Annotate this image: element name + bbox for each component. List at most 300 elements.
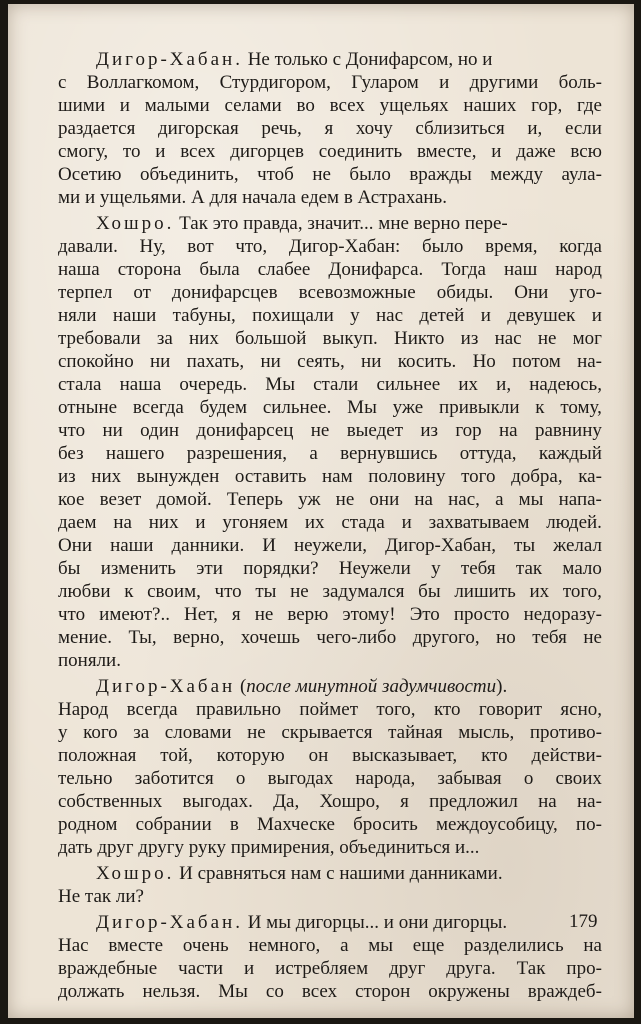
word: речь, xyxy=(261,118,302,139)
word: Мы xyxy=(218,981,248,1002)
word: и xyxy=(244,958,255,979)
word: Никто xyxy=(394,328,445,349)
word: сблизиться xyxy=(415,118,505,139)
word: Донифарса. xyxy=(328,259,424,280)
word: и xyxy=(195,512,206,533)
word: каждый xyxy=(538,443,602,464)
speaker-name: Дигор-Хабан xyxy=(96,676,236,697)
word: я xyxy=(400,791,409,812)
word: нельзя. xyxy=(142,981,201,1002)
word: Тогда xyxy=(441,259,486,280)
word: о xyxy=(235,768,246,789)
word: не xyxy=(310,420,330,441)
line-content xyxy=(96,911,507,934)
text-line xyxy=(58,957,602,980)
word: нас xyxy=(375,305,404,326)
word: отныне xyxy=(58,397,118,418)
word: и xyxy=(439,72,450,93)
word: надеюсь, xyxy=(529,374,602,395)
word: к xyxy=(124,581,134,602)
word: они xyxy=(369,489,400,510)
word: тебя xyxy=(532,627,567,648)
word: нашего xyxy=(105,443,165,464)
word: обиды. xyxy=(436,282,494,303)
word: гор, xyxy=(531,95,563,116)
word: дигорцев xyxy=(230,141,304,162)
word: ущельях xyxy=(379,95,449,116)
word: враждеб- xyxy=(527,981,602,1002)
word: большой xyxy=(235,328,307,349)
text-line xyxy=(58,649,602,672)
word: я xyxy=(231,604,241,625)
word: на xyxy=(499,420,518,441)
word: везет xyxy=(99,489,142,510)
word: боль- xyxy=(558,72,602,93)
word: было xyxy=(349,164,391,185)
word: домой. xyxy=(156,489,212,510)
word: желал xyxy=(553,535,602,556)
line-content xyxy=(58,186,447,209)
text-line xyxy=(58,442,602,465)
word: а xyxy=(340,935,349,956)
word: всех xyxy=(180,141,216,162)
speaker-name: Хошро. xyxy=(96,213,175,234)
word: друг xyxy=(389,958,426,979)
word: всегда xyxy=(126,699,178,720)
word: напа- xyxy=(558,489,602,510)
word: из xyxy=(460,328,479,349)
word: нас, xyxy=(448,489,480,510)
word: еще xyxy=(412,935,445,956)
word: за xyxy=(133,722,150,743)
line-content xyxy=(58,836,479,859)
word: разделились xyxy=(464,935,564,956)
word: к xyxy=(535,397,545,418)
text-line xyxy=(58,885,602,908)
word: лишить xyxy=(454,581,516,602)
word: задумался xyxy=(322,581,405,602)
word: Дигор-Хабан: xyxy=(288,236,401,257)
word: Махческе xyxy=(256,814,335,835)
word: всех xyxy=(329,95,365,116)
word: эти xyxy=(196,558,223,579)
word: Стурдигором, xyxy=(219,72,331,93)
word: половину xyxy=(368,466,446,487)
text-line xyxy=(58,911,602,934)
word: вместе, xyxy=(416,141,477,162)
text-line xyxy=(58,350,602,373)
word: с xyxy=(58,72,67,93)
word: по- xyxy=(575,814,602,835)
word: любви xyxy=(58,581,111,602)
word: людей. xyxy=(546,512,602,533)
word: и, xyxy=(527,118,543,139)
word: забывая xyxy=(437,768,502,789)
word: ты xyxy=(514,535,536,556)
word: стала xyxy=(58,374,102,395)
word: когда xyxy=(559,236,602,257)
text-line xyxy=(58,327,602,350)
word: гор xyxy=(455,420,482,441)
word: мение. xyxy=(58,627,112,648)
word: всю xyxy=(570,141,602,162)
word: бросить xyxy=(353,814,418,835)
word: если xyxy=(564,118,602,139)
text-line xyxy=(58,744,602,767)
word: ясно, xyxy=(560,699,602,720)
word: всех xyxy=(301,981,338,1002)
word: что, xyxy=(235,236,268,257)
word: тому, xyxy=(560,397,602,418)
line-content xyxy=(96,675,507,698)
word: даем xyxy=(58,512,97,533)
text-line xyxy=(58,698,602,721)
word: ни xyxy=(361,351,382,372)
word: не xyxy=(583,627,602,648)
word: должать xyxy=(58,981,125,1002)
word: раздается xyxy=(58,118,136,139)
word: Теперь xyxy=(226,489,283,510)
text-line xyxy=(58,980,602,1003)
word: просто xyxy=(453,604,510,625)
word: не xyxy=(335,489,355,510)
word: что xyxy=(214,581,242,602)
text-line xyxy=(58,580,602,603)
word: Мы xyxy=(347,397,377,418)
speaker-name: Дигор-Хабан. xyxy=(96,912,243,933)
word: кого xyxy=(83,722,118,743)
text-line xyxy=(58,534,602,557)
word: похищали xyxy=(252,305,334,326)
word: захватываем xyxy=(428,512,530,533)
text-line xyxy=(58,281,602,304)
word: междоусобицу, xyxy=(435,814,558,835)
word: и xyxy=(591,305,602,326)
text-line xyxy=(58,304,602,327)
word: чего-либо xyxy=(316,627,397,648)
word: той, xyxy=(160,745,193,766)
word: у xyxy=(58,722,68,743)
line-content xyxy=(58,649,121,672)
word: была xyxy=(199,259,240,280)
word: табуны, xyxy=(172,305,236,326)
word: на xyxy=(538,791,557,812)
book-page xyxy=(8,4,634,1018)
word: и xyxy=(119,95,130,116)
word: без xyxy=(58,443,84,464)
line-text: Не только с Донифарсом, но и xyxy=(242,49,493,70)
word: Это xyxy=(409,604,440,625)
word: своих xyxy=(555,768,602,789)
word: а xyxy=(309,443,318,464)
word: не xyxy=(247,722,266,743)
word: очень xyxy=(182,935,229,956)
line-text: Так это правда, значит... мне верно пере- xyxy=(174,213,508,234)
word: у xyxy=(431,558,441,579)
word: положная xyxy=(58,745,137,766)
word: на- xyxy=(577,351,602,372)
word: народа, xyxy=(355,768,416,789)
word: ни xyxy=(102,420,123,441)
word: их xyxy=(458,374,479,395)
word: Они xyxy=(58,535,93,556)
word: кое xyxy=(58,489,85,510)
word: верю xyxy=(287,604,329,625)
word: из xyxy=(58,466,76,487)
text-line xyxy=(58,934,602,957)
word: вынужден xyxy=(136,466,220,487)
word: предложил xyxy=(429,791,518,812)
word: вражды xyxy=(409,164,472,185)
speaker-name: Хошро. xyxy=(96,863,175,884)
word: Они xyxy=(514,282,549,303)
word: их xyxy=(529,581,550,602)
word: Воллагкомом, xyxy=(86,72,200,93)
word: стали xyxy=(313,374,359,395)
word: время, xyxy=(485,236,538,257)
word: ка- xyxy=(578,466,602,487)
word: противо- xyxy=(529,722,602,743)
word: уго- xyxy=(569,282,602,303)
word: верно, xyxy=(173,627,225,648)
word: И xyxy=(262,535,276,556)
word: оставить xyxy=(234,466,307,487)
word: Но xyxy=(472,351,496,372)
text-line xyxy=(58,675,602,698)
text-line xyxy=(58,186,602,209)
line-text: ( xyxy=(235,676,247,697)
word: из xyxy=(420,420,439,441)
word: донифарсцев xyxy=(171,282,278,303)
word: очередь. xyxy=(179,374,248,395)
word: этому! xyxy=(342,604,396,625)
word: даже xyxy=(516,141,556,162)
word: смогу, xyxy=(58,141,109,162)
word: оттуда, xyxy=(459,443,517,464)
text-line xyxy=(58,767,602,790)
word: Гуларом xyxy=(351,72,419,93)
line-text: И сравняться нам с нашими данниками. xyxy=(174,863,503,884)
word: данники. xyxy=(171,535,245,556)
word: няли xyxy=(58,305,97,326)
word: неужели, xyxy=(293,535,368,556)
word: них xyxy=(189,328,219,349)
word: Хошро, xyxy=(319,791,380,812)
line-content xyxy=(96,48,492,71)
word: равнину xyxy=(534,420,602,441)
word: и xyxy=(155,141,166,162)
word: малыми xyxy=(144,95,210,116)
text-line xyxy=(58,465,602,488)
word: наших xyxy=(463,95,517,116)
text-line xyxy=(58,396,602,419)
word: он xyxy=(308,745,329,766)
word: того, xyxy=(562,581,602,602)
word: другого, xyxy=(412,627,480,648)
word: кто xyxy=(481,745,508,766)
word: Ну, xyxy=(139,236,166,257)
word: Мы xyxy=(265,374,295,395)
word: Народ xyxy=(58,699,109,720)
word: своим, xyxy=(147,581,201,602)
word: детей xyxy=(419,305,465,326)
word: дигорская xyxy=(158,118,239,139)
word: того xyxy=(461,466,496,487)
word: девушек xyxy=(507,305,576,326)
word: заботится xyxy=(134,768,214,789)
word: один xyxy=(140,420,180,441)
word: нас xyxy=(494,328,522,349)
word: сторона xyxy=(117,259,182,280)
word: косить. xyxy=(397,351,457,372)
word: на xyxy=(414,489,433,510)
word: тельно xyxy=(58,768,113,789)
word: соединить xyxy=(318,141,403,162)
word: действи- xyxy=(531,745,602,766)
word: потом xyxy=(512,351,561,372)
word: их xyxy=(304,512,325,533)
line-content xyxy=(96,862,503,885)
word: сильнее. xyxy=(262,397,332,418)
word: наша xyxy=(119,374,162,395)
word: скрывается xyxy=(281,722,373,743)
word: наша xyxy=(58,259,100,280)
text-line xyxy=(58,235,602,258)
word: и, xyxy=(496,374,512,395)
text-line xyxy=(58,626,602,649)
word: на- xyxy=(576,791,602,812)
word: нам xyxy=(322,466,353,487)
word: и xyxy=(491,141,502,162)
word: где xyxy=(577,95,602,116)
text-line xyxy=(58,117,602,140)
text-line xyxy=(58,603,602,626)
word: тайная xyxy=(388,722,443,743)
word: то xyxy=(122,141,141,162)
word: стада xyxy=(341,512,385,533)
word: о xyxy=(523,768,534,789)
word: Нас xyxy=(58,935,89,956)
word: сильнее xyxy=(376,374,441,395)
word: сеять, xyxy=(297,351,345,372)
word: чтоб xyxy=(257,164,294,185)
page-number: 179 xyxy=(569,911,598,932)
word: Так xyxy=(516,958,546,979)
word: правильно xyxy=(195,699,282,720)
word: так xyxy=(515,558,543,579)
word: собрании xyxy=(135,814,212,835)
word: мало xyxy=(562,558,602,579)
word: давали. xyxy=(58,236,118,257)
word: бы xyxy=(418,581,441,602)
word: не xyxy=(537,328,557,349)
word: другими xyxy=(469,72,539,93)
word: части xyxy=(178,958,224,979)
word: что xyxy=(58,604,86,625)
word: было xyxy=(422,236,464,257)
word: выгодах xyxy=(267,768,334,789)
word: ни xyxy=(260,351,281,372)
word: ни xyxy=(150,351,171,372)
word: Дигор-Хабан, xyxy=(385,535,497,556)
word: мы xyxy=(518,489,544,510)
word: Нет, xyxy=(184,604,218,625)
word: спокойно xyxy=(58,351,134,372)
text-line xyxy=(58,48,602,71)
text-line xyxy=(58,557,602,580)
text-line xyxy=(58,488,602,511)
word: на xyxy=(583,935,602,956)
word: наши xyxy=(112,305,157,326)
word: высказывает, xyxy=(352,745,458,766)
line-text: дать друг другу руку примирения, объединиться и... xyxy=(58,837,480,858)
word: словами xyxy=(164,722,232,743)
word: имеют?.. xyxy=(99,604,170,625)
word: мысль, xyxy=(458,722,515,743)
word: объединить, xyxy=(139,164,239,185)
word: окружены xyxy=(428,981,510,1002)
word: сторон xyxy=(355,981,411,1002)
page-text xyxy=(58,48,602,1003)
line-text: ми и ущельями. А для начала едем в Астрахань. xyxy=(58,187,447,208)
word: в xyxy=(229,814,239,835)
word: наш xyxy=(503,259,538,280)
text-line xyxy=(58,71,602,94)
word: выгодах. xyxy=(182,791,253,812)
word: мы xyxy=(368,935,394,956)
word: Ты, xyxy=(128,627,157,648)
word: собственных xyxy=(58,791,163,812)
word: не xyxy=(254,604,274,625)
text-line xyxy=(58,94,602,117)
text-line xyxy=(58,790,602,813)
text-line xyxy=(58,721,602,744)
text-line xyxy=(58,212,602,235)
word: терпел xyxy=(58,282,113,303)
word: не xyxy=(290,581,309,602)
word: говорит xyxy=(478,699,543,720)
word: Да, xyxy=(273,791,300,812)
word: порядки? xyxy=(243,558,319,579)
word: Осетию xyxy=(58,164,122,185)
word: тебя xyxy=(460,558,496,579)
text-line xyxy=(58,836,602,859)
word: выедет xyxy=(346,420,404,441)
word: добра, xyxy=(511,466,563,487)
word: шими xyxy=(58,95,105,116)
word: кто xyxy=(433,699,461,720)
word: на xyxy=(113,512,132,533)
stage-direction: после минутной задумчивости xyxy=(246,676,497,697)
word: и xyxy=(401,512,412,533)
word: не xyxy=(312,164,331,185)
text-line xyxy=(58,140,602,163)
line-content xyxy=(96,212,508,235)
word: хочешь xyxy=(240,627,300,648)
word: враждебные xyxy=(58,958,158,979)
line-text: Не так ли? xyxy=(58,886,144,907)
text-line xyxy=(58,813,602,836)
word: от xyxy=(133,282,151,303)
word: пахать, xyxy=(186,351,245,372)
word: которую xyxy=(216,745,285,766)
word: про- xyxy=(566,958,602,979)
text-line xyxy=(58,862,602,885)
word: недоразу- xyxy=(523,604,602,625)
text-line xyxy=(58,373,602,396)
word: вот xyxy=(187,236,214,257)
word: истребляем xyxy=(275,958,369,979)
